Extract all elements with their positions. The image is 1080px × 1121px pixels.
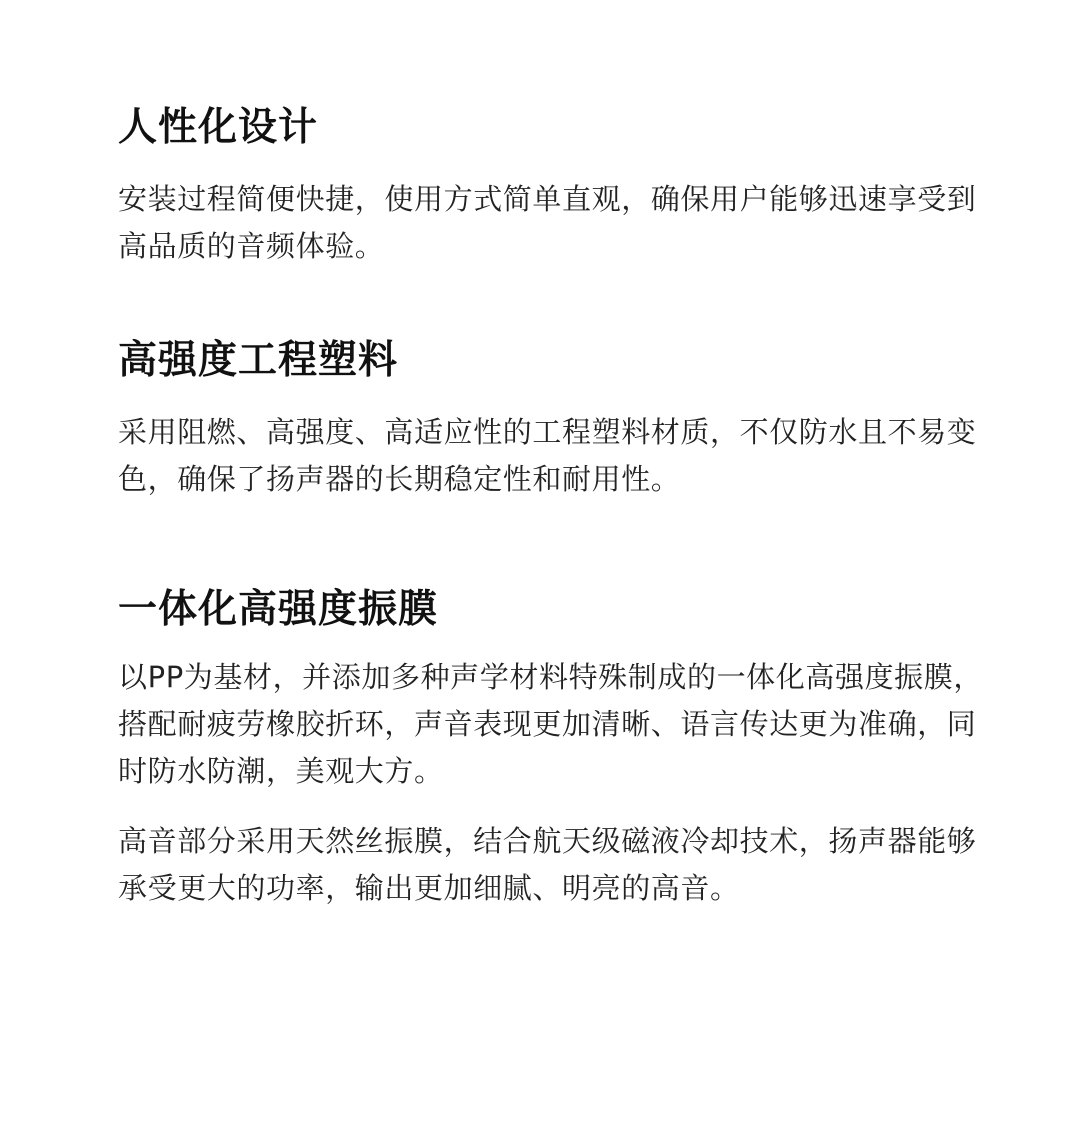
section-paragraph-engineering-plastic <box>118 409 1023 503</box>
section-title-humanized-design: 人性化设计 <box>118 105 319 150</box>
paragraph-line: 高音部分采用天然丝振膜，结合航天级磁液冷却技术，扬声器能够 <box>118 824 977 858</box>
paragraph-line: 搭配耐疲劳橡胶折环，声音表现更加清晰、语言传达更为准确，同 <box>118 707 977 741</box>
paragraph-line: 色，确保了扬声器的长期稳定性和耐用性。 <box>118 462 681 496</box>
section-title-engineering-plastic: 高强度工程塑料 <box>118 338 399 383</box>
section-title-diaphragm: 一体化高强度振膜 <box>118 587 439 632</box>
section-paragraph-diaphragm <box>118 654 1023 795</box>
section-paragraph-humanized-design <box>118 176 1023 270</box>
section-paragraph-tweeter <box>118 818 1023 912</box>
paragraph-line: 以PP为基材，并添加多种声学材料特殊制成的一体化高强度振膜， <box>118 660 983 694</box>
paragraph-line: 时防水防潮，美观大方。 <box>118 754 444 788</box>
paragraph-line: 采用阻燃、高强度、高适应性的工程塑料材质，不仅防水且不易变 <box>118 415 977 449</box>
paragraph-line: 安装过程简便快捷，使用方式简单直观，确保用户能够迅速享受到 <box>118 182 977 216</box>
paragraph-line: 承受更大的功率，输出更加细腻、明亮的高音。 <box>118 871 740 905</box>
paragraph-line: 高品质的音频体验。 <box>118 229 385 263</box>
